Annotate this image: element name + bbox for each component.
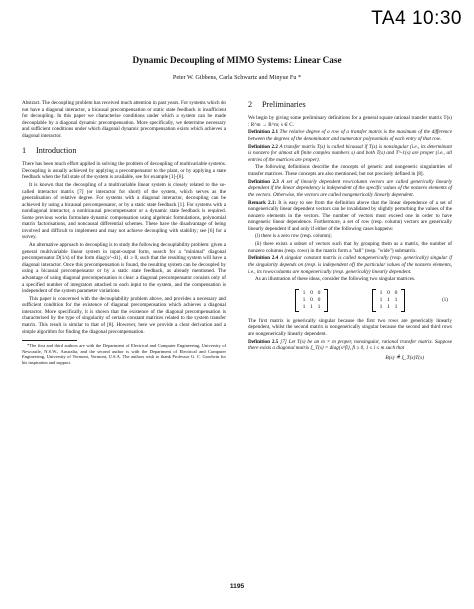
definition-text: A singular constant matrix is called nongenerically (resp. generically) singular if the singularity depends on (resp. is independent of) the particular values of the nonzero elements, i.e., its rows/columns are nongenerically (resp. generically) linearly dependent.	[248, 255, 452, 275]
matrix-row	[302, 297, 321, 304]
matrix-cell: 1	[317, 304, 321, 311]
matrix-cell: 0	[317, 290, 321, 297]
matrix-cell: 1	[394, 297, 398, 304]
preliminaries-intro: We begin by giving some preliminary definitions for a general square rational transfer matrix T(s) : R^m → R^m; s ∈ C.	[248, 115, 452, 128]
matrix-cell: 1	[387, 304, 390, 311]
matrix-cell: 1	[379, 297, 383, 304]
matrix-row	[379, 290, 398, 297]
definition-text: [7] Let T(s) be an m × m proper, nonsingular, rational transfer matrix. Suppose there exists a diagonal matrix ξ_T(s) = diag{s^fi}, fi ≥ 0, 1 ≤ i ≤ m such that	[248, 338, 452, 352]
definition-label: Definition 2.1	[248, 129, 279, 136]
matrix-row	[302, 290, 321, 297]
definition-2-4	[248, 255, 452, 275]
definition-label: Definition 2.4	[248, 255, 279, 262]
case-i: (i) there is a zero row (resp. column);	[255, 233, 332, 240]
example-intro: As an illustration of these ideas, consider the following two singular matrices.	[255, 276, 416, 283]
intro-paragraph-4: This paper is concerned with the decouplability problem above, and provides a necessary and sufficient condition for the existence of diagonal precompensation which achieves a diagonal interactor. More specifically, it is shown that the existence of the diagonal precompensation is characterised by the type of singularity of certain constant matrices related to the system transfer matrix. This result is similar to that of [8]. However, here we provide a clear derivation and a simple algorithm for finding the diagonal precompensation.	[22, 295, 226, 335]
session-tag: TA4 10:30	[371, 8, 462, 29]
right-column	[248, 100, 452, 361]
paper-authors: Peter W. Gibbens, Carla Schwartz and Minyue Fu *	[172, 74, 302, 81]
case-ii: (ii) there exists a subset of vectors such that by grouping them as a matrix, the number of nonzero columns (resp. rows) in the matrix form a "tall" (resp. "wide") submatrix.	[248, 241, 452, 254]
matrix-cell: 0	[317, 297, 321, 304]
footnote-divider	[22, 340, 77, 341]
intro-paragraph-3: An alternative approach to decoupling is to study the following decouplability problem: given a general multivariable linear system in input-output form, search for a "minimal" diagonal precompensator D(1/s) of the form diag{s^-d1}, d1 ≥ 0, such that the resulting system will have a diagonal interactor. Once this precompensation is found, the resulting system can be decoupled by using a bicausal precompensator or by a static state feedback, as already mentioned. The advantage of using diagonal precompensation is clear: a diagonal precompensator consists only of a specified number of integrators attached to each input to the system, and the compensation is independent of the system parameter variations.	[22, 242, 226, 295]
section-number: 2	[248, 100, 253, 109]
remark-2-1	[248, 200, 452, 233]
matrix-cell: 1	[387, 297, 390, 304]
equation-number: (1)	[441, 296, 448, 303]
definition-2-3	[248, 179, 452, 199]
matrix-cell: 0	[310, 297, 313, 304]
section-title: Introduction	[36, 146, 77, 156]
definition-label: Definition 2.5	[248, 338, 279, 345]
footnote: *The first and third authors are with the Department of Electrical and Computer Engineering, University of Newcastle, N.S.W., Australia, and the second author is with the Department of Electrical and Computer Engineering, University of Vermont, Vermont, U.S.A. The authors wish to thank Professor G. C. Goodwin for his inspiration and support.	[22, 343, 226, 365]
matrix-bracket-right	[401, 289, 405, 312]
remark-text: It is easy to see from the definition above that the linear dependence of a set of nongenerically linear dependent vectors can be invalidated by slightly perturbing the values of the nonzero elements in the vectors. The number of vectors must exceed one in order to have nongeneric linear dependence. Furthermore, a set of row (resp. column) vectors are generically linearly dependent if and only if either of the following cases happens:	[248, 199, 452, 232]
matrix-cell: 1	[379, 304, 383, 311]
intro-paragraph-1: There has been much effort applied in solving the problem of decoupling of multivariable systems. Decoupling is usually achieved by applying a precompensator to the plant, or by applying a state feedback when the full state of the system is available, see for example [1]-[6].	[22, 161, 226, 181]
matrix-cell: 0	[394, 290, 398, 297]
definition-text: A transfer matrix T(s) is called bicausal if T(s) is nonsingular (i.e., its determinant is nonzero for almost all finite complex numbers s) and both T(s) and T^-1(s) are proper (i.e., all entries of the matrices are proper).	[248, 143, 452, 163]
matrix-row	[379, 297, 398, 304]
matrix-cell: 1	[379, 290, 383, 297]
section-heading-introduction	[22, 146, 226, 155]
matrix-cell: 0	[310, 290, 313, 297]
matrix-body	[376, 289, 401, 312]
matrix-cell: 1	[310, 304, 313, 311]
concepts-paragraph: The following definitions describe the concepts of generic and nongeneric singularities of transfer matrices. These concepts are also mentioned, but not precisely defined in [8].	[248, 164, 452, 177]
definition-2-5	[248, 339, 452, 352]
matrix-row	[302, 304, 321, 311]
definition-label: Definition 2.3	[248, 178, 279, 185]
matrix-cell: 1	[394, 304, 398, 311]
abstract: Abstract. The decoupling problem has received much attention in past years. For systems which do not have a diagonal interactor, a bicausal precompensation or static state feedback is insufficient for decoupling. In this paper we characterise conditions under which a system can be made decouplable by a diagonal dynamic precompensation. More specifically, we determine necessary and sufficient conditions under which diagonal dynamic precompensation exists which achieves a diagonal interactor.	[22, 100, 226, 139]
matrix-row	[379, 304, 398, 311]
section-heading-preliminaries	[248, 100, 452, 109]
paper-title: Dynamic Decoupling of MIMO Systems: Linear Case	[132, 55, 342, 65]
definition-2-1	[248, 129, 452, 142]
section-title: Preliminaries	[262, 100, 306, 109]
matrix-bracket-right	[324, 289, 328, 312]
definition-text: The relative degree of a row of a transfer matrix is the maximum of the difference between the degrees of the denominator and numerator polynomials of each entry of that row.	[248, 129, 452, 142]
intro-paragraph-2: It is known that the decoupling of a multivariable linear system is closely related to the so-called interactor matrix [7] (or interactor for short) of the system, which serves as the generalisation of relative degree. For systems with a diagonal interactor, decoupling can be achieved by using a bicausal precompensator, or by a static state feedback [1]. For systems with a nondiagonal interactor, a nonbicausal precompensator or a dynamic state feedback is required. Some previous works formulate dynamic compensation using algebraic formulations, polynomial matrix factorisations, and noncausal differential schemes. These have the disadvantage of being involved and difficult to implement and may not achieve decoupling with stability; see [6] for a survey.	[22, 182, 226, 241]
matrix-nongeneric	[372, 289, 405, 312]
matrix-cell: 1	[302, 297, 306, 304]
page-number: 1195	[229, 583, 245, 590]
remark-label: Remark 2.1:	[248, 199, 277, 206]
matrix-cell: 1	[302, 304, 306, 311]
example-matrices	[248, 288, 452, 314]
matrix-generic	[295, 289, 328, 312]
example-explanation: The first matrix is generically singular because the first two rows are generically linearly dependent, whilst the second matrix is nongenerically singular because the second and third rows are nongenerically linearly dependent.	[248, 317, 452, 337]
matrix-cell: 1	[302, 290, 306, 297]
definition-label: Definition 2.2	[248, 143, 278, 150]
definition-2-2	[248, 144, 452, 164]
matrix-body	[299, 289, 324, 312]
left-column	[22, 100, 226, 366]
section-number: 1	[22, 146, 27, 156]
matrix-cell: 0	[387, 290, 390, 297]
interactor-equation: B(s) ≜ ξ_T(s)T(s)	[385, 354, 424, 361]
definition-text: A set of linearly dependent row/column vectors are called generically linearly dependent if the linear dependency is independent of the specific values of the nonzero elements of the vectors. Otherwise, the vectors are called nongenerically linearly dependent.	[248, 178, 452, 198]
